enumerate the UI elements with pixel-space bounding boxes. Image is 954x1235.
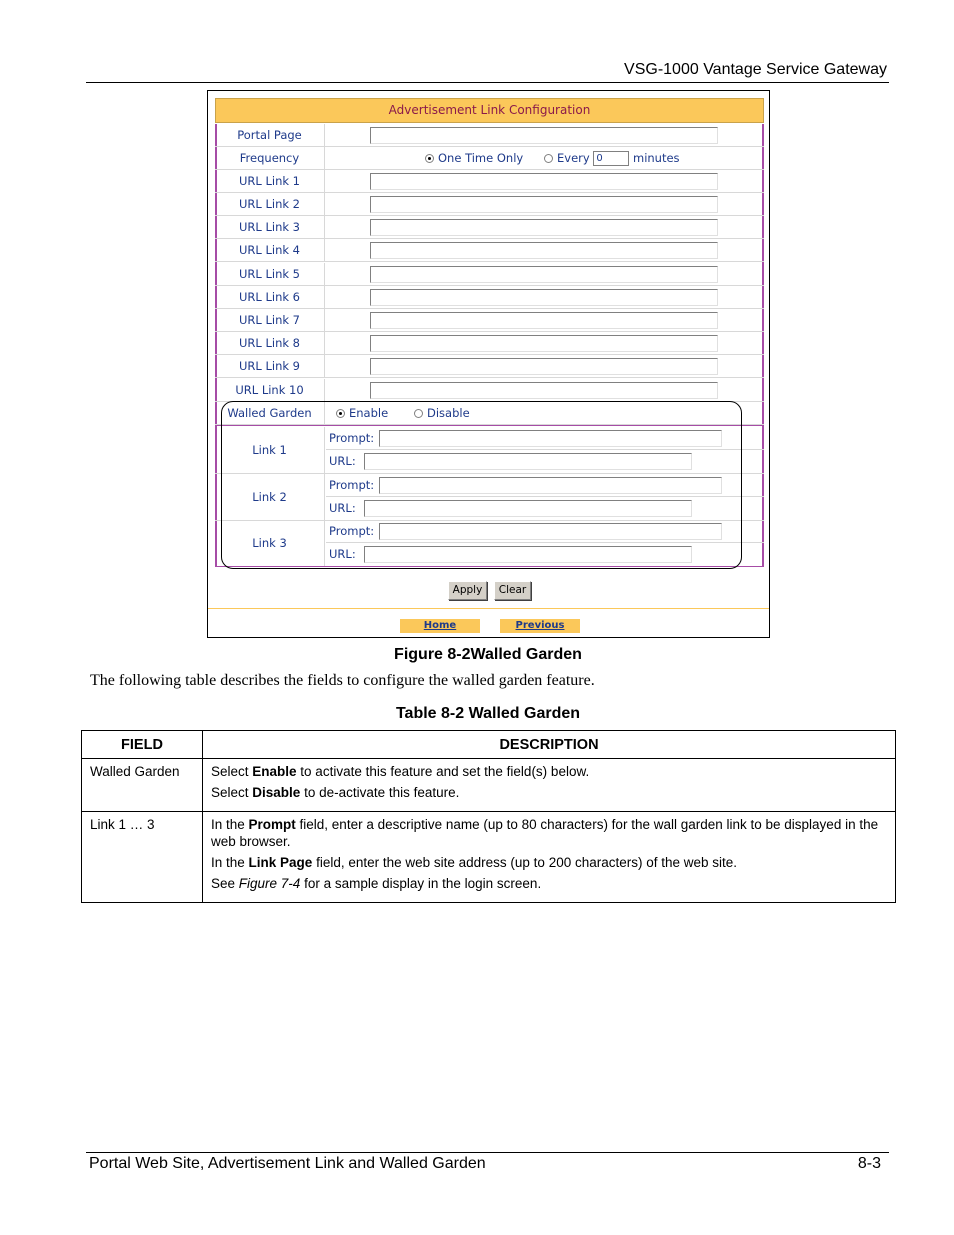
- bold-term: Disable: [252, 785, 301, 800]
- nav-divider: [208, 608, 769, 609]
- link-label: Link 1: [215, 427, 325, 473]
- url-link-label: URL Link 1: [215, 170, 325, 192]
- text-run: In the: [211, 817, 249, 832]
- frequency-row: [215, 147, 764, 170]
- frequency-every-option[interactable]: [544, 147, 680, 169]
- link-prompt-row: [326, 520, 764, 543]
- link-prompt-input[interactable]: [379, 523, 722, 540]
- link-url-input[interactable]: [364, 453, 692, 470]
- url-link-row: [215, 355, 764, 378]
- url-link-input[interactable]: [370, 312, 718, 329]
- link-url-row: [326, 497, 764, 520]
- link-prompt-input[interactable]: [379, 430, 722, 447]
- home-link[interactable]: Home: [400, 619, 480, 633]
- text-run: Select: [211, 764, 253, 779]
- link-url-row: [326, 450, 764, 473]
- frequency-one-time-option[interactable]: [425, 147, 523, 169]
- portal-page-input[interactable]: [370, 127, 718, 144]
- links-bottom-divider: [215, 566, 764, 567]
- url-link-row: [215, 379, 764, 402]
- url-link-label: URL Link 3: [215, 216, 325, 238]
- frequency-minutes-label: minutes: [633, 151, 680, 165]
- field-cell: Walled Garden: [82, 759, 203, 812]
- radio-selected-icon[interactable]: [336, 409, 345, 418]
- table-row: [82, 812, 896, 903]
- page-number: 8-3: [857, 1155, 881, 1172]
- document-title: VSG-1000 Vantage Service Gateway: [624, 61, 887, 78]
- frequency-every-label: Every: [557, 151, 590, 165]
- url-link-input[interactable]: [370, 173, 718, 190]
- text-run: for a sample display in the login screen.: [300, 876, 542, 891]
- url-link-label: URL Link 9: [215, 355, 325, 377]
- url-link-input[interactable]: [370, 219, 718, 236]
- url-label: URL:: [329, 547, 356, 561]
- intro-paragraph: The following table describes the fields to configure the walled garden feature.: [90, 672, 595, 689]
- form-title: Advertisement Link Configuration: [215, 98, 764, 123]
- walled-garden-link: [215, 474, 764, 521]
- url-link-row: [215, 239, 764, 262]
- text-run: See: [211, 876, 239, 891]
- url-link-label: URL Link 8: [215, 332, 325, 354]
- url-link-row: [215, 216, 764, 239]
- description-line: [211, 816, 887, 850]
- walled-garden-link: [215, 520, 764, 567]
- portal-page-label: Portal Page: [215, 124, 325, 146]
- frequency-label: Frequency: [215, 147, 325, 169]
- frequency-one-time-label: One Time Only: [438, 151, 524, 165]
- link-prompt-row: [326, 474, 764, 497]
- description-line: [211, 763, 887, 780]
- description-cell: [203, 759, 896, 812]
- field-header: FIELD: [82, 731, 203, 759]
- text-run: to activate this feature and set the field(s) below.: [296, 764, 590, 779]
- link-prompt-input[interactable]: [379, 477, 722, 494]
- footer-chapter-title: Portal Web Site, Advertisement Link and Walled Garden: [89, 1155, 486, 1172]
- link-label: Link 3: [215, 520, 325, 566]
- url-link-row: [215, 286, 764, 309]
- apply-button[interactable]: Apply: [448, 581, 487, 600]
- walled-garden-enable-option[interactable]: [336, 402, 388, 424]
- link-prompt-row: [326, 427, 764, 450]
- prompt-label: Prompt:: [329, 431, 375, 445]
- description-line: [211, 875, 887, 892]
- radio-unselected-icon[interactable]: [544, 154, 553, 163]
- walled-garden-screenshot: [207, 90, 770, 638]
- url-link-label: URL Link 2: [215, 193, 325, 215]
- table-row: [82, 759, 896, 812]
- prompt-label: Prompt:: [329, 478, 375, 492]
- url-label: URL:: [329, 501, 356, 515]
- url-link-input[interactable]: [370, 196, 718, 213]
- text-run: field, enter the web site address (up to 200 characters) of the web site.: [312, 855, 738, 870]
- table-header-row: [82, 731, 896, 759]
- url-link-label: URL Link 10: [215, 379, 325, 401]
- field-description-table: [81, 730, 896, 903]
- figure-caption: Figure 8-2Walled Garden: [394, 646, 582, 663]
- walled-garden-row: [215, 402, 764, 425]
- portal-page-row: [215, 124, 764, 147]
- previous-link[interactable]: Previous: [500, 619, 580, 633]
- bold-term: Enable: [252, 764, 297, 779]
- clear-button[interactable]: Clear: [494, 581, 531, 600]
- description-line: [211, 854, 887, 871]
- frequency-minutes-input[interactable]: 0: [593, 151, 629, 166]
- field-cell: Link 1 … 3: [82, 812, 203, 903]
- walled-garden-disable-label: Disable: [427, 406, 470, 420]
- link-label: Link 2: [215, 474, 325, 520]
- link-url-row: [326, 543, 764, 566]
- url-link-input[interactable]: [370, 358, 718, 375]
- walled-garden-divider: [215, 425, 764, 426]
- radio-selected-icon[interactable]: [425, 154, 434, 163]
- url-link-input[interactable]: [370, 289, 718, 306]
- url-link-label: URL Link 6: [215, 286, 325, 308]
- walled-garden-disable-option[interactable]: [414, 402, 470, 424]
- url-link-label: URL Link 5: [215, 263, 325, 285]
- url-link-row: [215, 332, 764, 355]
- text-run: In the: [211, 855, 249, 870]
- page-footer: [86, 1152, 889, 1176]
- url-link-label: URL Link 4: [215, 239, 325, 261]
- bold-term: Prompt: [248, 817, 296, 832]
- page-header: [86, 60, 889, 83]
- text-run: field, enter a descriptive name (up to 80 characters) for the wall garden link to be displayed in the web browser.: [211, 817, 879, 849]
- url-link-input[interactable]: [370, 335, 718, 352]
- text-run: to de-activate this feature.: [300, 785, 460, 800]
- figure-reference: Figure 7-4: [238, 876, 301, 891]
- url-link-label: URL Link 7: [215, 309, 325, 331]
- description-header: DESCRIPTION: [203, 731, 896, 759]
- table-caption: Table 8-2 Walled Garden: [395, 705, 581, 722]
- url-link-input[interactable]: [370, 382, 718, 399]
- link-url-input[interactable]: [364, 500, 692, 517]
- url-link-row: [215, 309, 764, 332]
- radio-unselected-icon[interactable]: [414, 409, 423, 418]
- url-link-input[interactable]: [370, 266, 718, 283]
- walled-garden-link: [215, 427, 764, 474]
- url-link-input[interactable]: [370, 242, 718, 259]
- bold-term: Link Page: [248, 855, 313, 870]
- prompt-label: Prompt:: [329, 524, 375, 538]
- text-run: Select: [211, 785, 253, 800]
- url-link-row: [215, 193, 764, 216]
- description-line: [211, 784, 887, 801]
- url-link-row: [215, 263, 764, 286]
- url-link-row: [215, 170, 764, 193]
- link-url-input[interactable]: [364, 546, 692, 563]
- url-label: URL:: [329, 454, 356, 468]
- walled-garden-label: Walled Garden: [215, 402, 325, 424]
- description-cell: [203, 812, 896, 903]
- walled-garden-enable-label: Enable: [349, 406, 389, 420]
